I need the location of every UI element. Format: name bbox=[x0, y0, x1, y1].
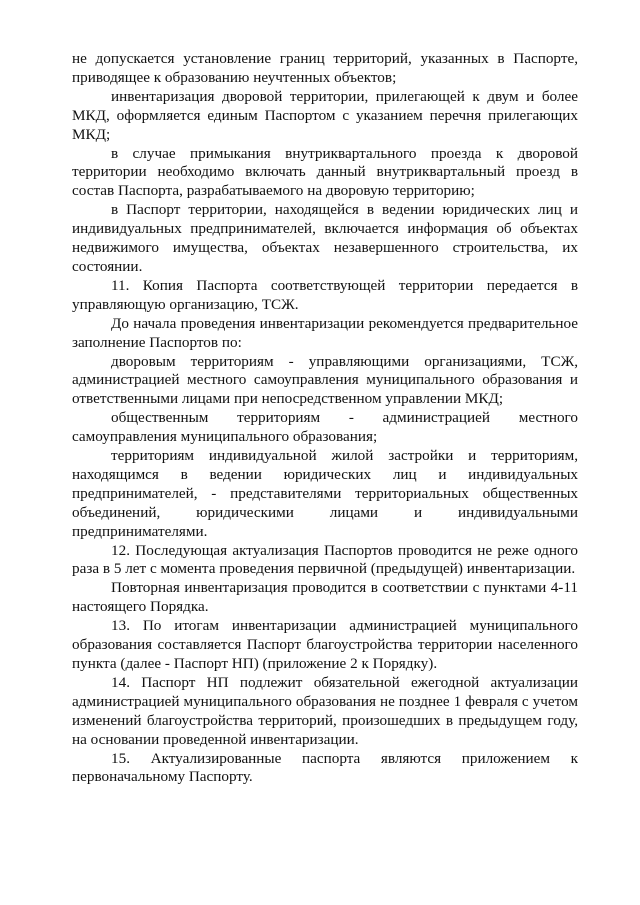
paragraph-no-unaccounted-objects: не допускается установление границ территорий, указанных в Паспорте, приводящее к образованию неучтенных объектов; bbox=[72, 50, 578, 86]
paragraph-individual-housing: территориям индивидуальной жилой застройки и территориям, находящимся в ведении юридических лиц и индивидуальных предпринимателей, - представителями территориальных общественных объединений, юридическими лицами и индивидуальными предпринимателями. bbox=[72, 447, 578, 540]
paragraph-courtyard-territories: дворовым территориям - управляющими организациями, ТСЖ, администрацией местного самоуправления муниципального образования и ответственными лицами при непосредственном управлении МКД; bbox=[72, 352, 578, 408]
paragraph-intra-block-passage: в случае примыкания внутриквартального проезда к дворовой территории необходимо включать данный внутриквартальный проезд в состав Паспорта, разрабатываемого на дворовую территорию; bbox=[72, 144, 578, 200]
paragraph-item-11: 11. Копия Паспорта соответствующей территории передается в управляющую организацию, ТСЖ. bbox=[72, 276, 578, 313]
paragraph-preliminary-filling: До начала проведения инвентаризации рекомендуется предварительное заполнение Паспортов по: bbox=[72, 314, 578, 351]
paragraph-repeat-inventory: Повторная инвентаризация проводится в соответствии с пунктами 4-11 настоящего Порядка. bbox=[72, 579, 578, 616]
paragraph-item-12: 12. Последующая актуализация Паспортов проводится не реже одного раза в 5 лет с момента проведения первичной (предыдущей) инвентаризации. bbox=[72, 541, 578, 578]
paragraph-item-14: 14. Паспорт НП подлежит обязательной ежегодной актуализации администрацией муниципального образования не позднее 1 февраля с учетом изменений благоустройства территорий, произошедших в предыдущем году, на основании проведенной инвентаризации. bbox=[72, 673, 578, 748]
paragraph-item-15: 15. Актуализированные паспорта являются приложением к первоначальному Паспорту. bbox=[72, 749, 578, 786]
paragraph-public-territories: общественным территориям - администрацией местного самоуправления муниципального образования; bbox=[72, 409, 578, 446]
document-page bbox=[72, 50, 578, 787]
paragraph-item-13: 13. По итогам инвентаризации администрацией муниципального образования составляется Паспорт благоустройства территории населенного пункта (далее - Паспорт НП) (приложение 2 к Порядку). bbox=[72, 617, 578, 672]
paragraph-legal-entities-territory: в Паспорт территории, находящейся в ведении юридических лиц и индивидуальных предпринимателей, включается информация об объектах недвижимого имущества, объектах незавершенного строительства, их состоянии. bbox=[72, 201, 578, 275]
paragraph-courtyard-inventory: инвентаризация дворовой территории, прилегающей к двум и более МКД, оформляется единым Паспортом с указанием перечня прилегающих МКД; bbox=[72, 87, 578, 143]
